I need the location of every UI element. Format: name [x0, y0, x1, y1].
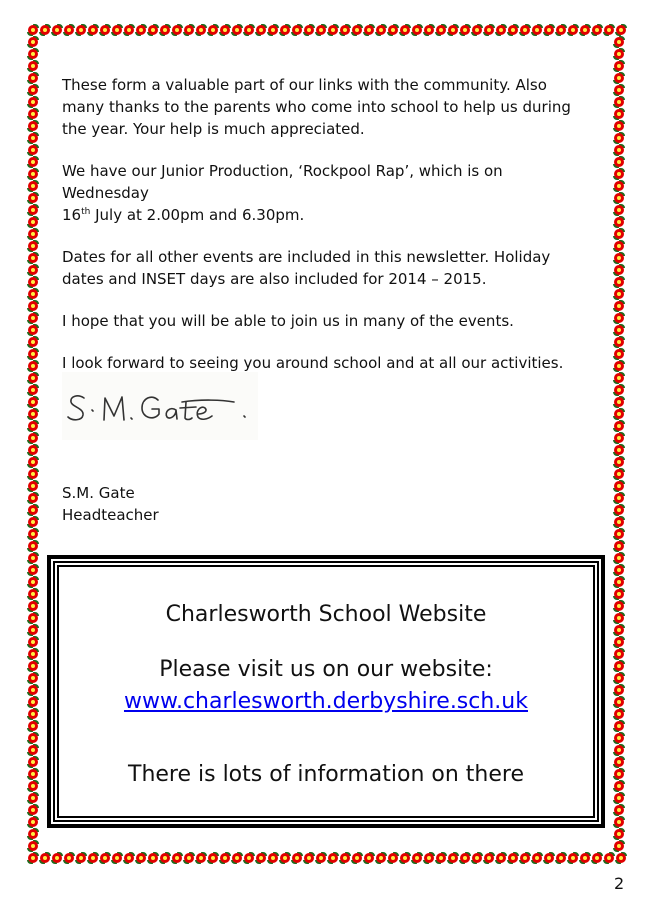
- flower-icon: [613, 252, 625, 264]
- flower-icon: [27, 192, 39, 204]
- flower-icon: [27, 528, 39, 540]
- flower-icon: [27, 636, 39, 648]
- flower-icon: [27, 792, 39, 804]
- flower-icon: [63, 852, 75, 864]
- flower-icon: [111, 852, 123, 864]
- flower-icon: [423, 24, 435, 36]
- flower-icon: [27, 552, 39, 564]
- flower-icon: [399, 24, 411, 36]
- flower-icon: [613, 696, 625, 708]
- flower-icon: [613, 396, 625, 408]
- flower-icon: [613, 816, 625, 828]
- flower-border-bottom: [27, 852, 627, 864]
- flower-icon: [613, 504, 625, 516]
- production-day-suffix: th: [81, 207, 91, 217]
- flower-icon: [459, 24, 471, 36]
- flower-icon: [613, 36, 625, 48]
- flower-icon: [363, 852, 375, 864]
- production-intro: We have our Junior Production, ‘Rockpool Rap’, which is on Wednesday: [62, 162, 503, 202]
- flower-icon: [255, 852, 267, 864]
- flower-icon: [159, 852, 171, 864]
- flower-icon: [613, 432, 625, 444]
- flower-icon: [207, 852, 219, 864]
- flower-icon: [267, 852, 279, 864]
- flower-icon: [507, 24, 519, 36]
- flower-icon: [613, 744, 625, 756]
- flower-icon: [613, 372, 625, 384]
- flower-icon: [411, 852, 423, 864]
- flower-icon: [351, 852, 363, 864]
- flower-icon: [423, 852, 435, 864]
- flower-icon: [27, 756, 39, 768]
- flower-border-left: [27, 36, 39, 852]
- flower-icon: [613, 612, 625, 624]
- flower-icon: [447, 852, 459, 864]
- flower-icon: [507, 852, 519, 864]
- flower-icon: [279, 24, 291, 36]
- flower-icon: [183, 852, 195, 864]
- flower-icon: [159, 24, 171, 36]
- flower-icon: [613, 636, 625, 648]
- flower-icon: [87, 24, 99, 36]
- flower-icon: [195, 852, 207, 864]
- flower-icon: [555, 24, 567, 36]
- flower-icon: [375, 852, 387, 864]
- flower-icon: [27, 144, 39, 156]
- flower-icon: [531, 852, 543, 864]
- flower-icon: [531, 24, 543, 36]
- flower-icon: [27, 24, 39, 36]
- flower-icon: [27, 84, 39, 96]
- flower-icon: [351, 24, 363, 36]
- flower-icon: [363, 24, 375, 36]
- flower-icon: [613, 384, 625, 396]
- website-box: [47, 555, 605, 828]
- flower-icon: [613, 684, 625, 696]
- flower-icon: [51, 852, 63, 864]
- flower-icon: [613, 768, 625, 780]
- flower-icon: [27, 324, 39, 336]
- flower-icon: [27, 492, 39, 504]
- flower-icon: [387, 852, 399, 864]
- flower-icon: [303, 24, 315, 36]
- flower-icon: [303, 852, 315, 864]
- flower-icon: [219, 852, 231, 864]
- flower-icon: [135, 24, 147, 36]
- flower-icon: [27, 624, 39, 636]
- flower-icon: [27, 780, 39, 792]
- flower-icon: [27, 168, 39, 180]
- flower-icon: [613, 540, 625, 552]
- flower-icon: [613, 588, 625, 600]
- signoff: [62, 482, 159, 526]
- flower-icon: [613, 708, 625, 720]
- production-day: 16: [62, 206, 82, 224]
- flower-icon: [613, 480, 625, 492]
- flower-icon: [459, 852, 471, 864]
- flower-icon: [27, 36, 39, 48]
- flower-icon: [613, 240, 625, 252]
- flower-icon: [27, 96, 39, 108]
- flower-icon: [27, 588, 39, 600]
- flower-icon: [27, 840, 39, 852]
- website-link-row: [51, 688, 601, 716]
- flower-icon: [27, 240, 39, 252]
- website-box-footer: There is lots of information on there: [128, 762, 524, 787]
- flower-icon: [171, 24, 183, 36]
- flower-icon: [147, 852, 159, 864]
- flower-icon: [483, 852, 495, 864]
- flower-icon: [613, 756, 625, 768]
- flower-icon: [27, 336, 39, 348]
- paragraph-dates: Dates for all other events are included in this newsletter. Holiday dates and INSET days are also included for 2014 – 2015.: [62, 248, 551, 288]
- flower-icon: [75, 24, 87, 36]
- flower-icon: [579, 852, 591, 864]
- flower-icon: [543, 852, 555, 864]
- flower-icon: [543, 24, 555, 36]
- flower-icon: [579, 24, 591, 36]
- flower-icon: [591, 852, 603, 864]
- flower-icon: [315, 24, 327, 36]
- flower-icon: [471, 852, 483, 864]
- flower-icon: [613, 228, 625, 240]
- flower-icon: [613, 144, 625, 156]
- flower-icon: [387, 24, 399, 36]
- flower-icon: [435, 24, 447, 36]
- flower-icon: [99, 852, 111, 864]
- flower-icon: [613, 840, 625, 852]
- flower-icon: [291, 24, 303, 36]
- flower-icon: [291, 852, 303, 864]
- flower-icon: [375, 24, 387, 36]
- flower-icon: [613, 264, 625, 276]
- flower-icon: [27, 444, 39, 456]
- flower-icon: [27, 108, 39, 120]
- flower-icon: [435, 852, 447, 864]
- flower-icon: [27, 540, 39, 552]
- flower-icon: [495, 24, 507, 36]
- flower-icon: [27, 828, 39, 840]
- flower-icon: [613, 300, 625, 312]
- flower-icon: [613, 120, 625, 132]
- paragraph-look-forward: I look forward to seeing you around school and at all our activities.: [62, 354, 564, 372]
- flower-icon: [613, 456, 625, 468]
- signoff-title: Headteacher: [62, 506, 159, 524]
- flower-icon: [219, 24, 231, 36]
- flower-icon: [613, 468, 625, 480]
- flower-icon: [27, 420, 39, 432]
- paragraph-community-thanks: These form a valuable part of our links with the community. Also many thanks to the parents who come into school to help us during the year. Your help is much appreciated.: [62, 76, 571, 138]
- flower-border-top: [27, 24, 627, 36]
- flower-icon: [613, 732, 625, 744]
- flower-icon: [613, 720, 625, 732]
- flower-icon: [231, 852, 243, 864]
- flower-icon: [27, 408, 39, 420]
- flower-icon: [243, 24, 255, 36]
- flower-icon: [613, 792, 625, 804]
- flower-icon: [471, 24, 483, 36]
- flower-icon: [615, 24, 627, 36]
- flower-icon: [613, 168, 625, 180]
- flower-icon: [267, 24, 279, 36]
- flower-icon: [613, 624, 625, 636]
- flower-icon: [27, 360, 39, 372]
- flower-icon: [27, 804, 39, 816]
- flower-icon: [75, 852, 87, 864]
- flower-icon: [591, 24, 603, 36]
- flower-icon: [613, 84, 625, 96]
- flower-icon: [613, 528, 625, 540]
- flower-icon: [613, 48, 625, 60]
- flower-icon: [27, 48, 39, 60]
- flower-icon: [183, 24, 195, 36]
- flower-icon: [483, 24, 495, 36]
- flower-icon: [495, 852, 507, 864]
- flower-icon: [613, 516, 625, 528]
- website-box-invite: Please visit us on our website:: [159, 657, 493, 682]
- flower-icon: [399, 852, 411, 864]
- flower-icon: [613, 336, 625, 348]
- flower-icon: [613, 204, 625, 216]
- flower-icon: [27, 480, 39, 492]
- flower-border-right: [613, 36, 625, 852]
- flower-icon: [613, 408, 625, 420]
- flower-icon: [27, 744, 39, 756]
- flower-icon: [613, 180, 625, 192]
- flower-icon: [27, 468, 39, 480]
- flower-icon: [27, 576, 39, 588]
- flower-icon: [27, 648, 39, 660]
- flower-icon: [613, 444, 625, 456]
- flower-icon: [613, 108, 625, 120]
- flower-icon: [243, 852, 255, 864]
- flower-icon: [27, 696, 39, 708]
- flower-icon: [615, 852, 627, 864]
- flower-icon: [27, 600, 39, 612]
- flower-icon: [613, 780, 625, 792]
- flower-icon: [255, 24, 267, 36]
- flower-icon: [135, 852, 147, 864]
- flower-icon: [27, 816, 39, 828]
- flower-icon: [613, 156, 625, 168]
- flower-icon: [63, 24, 75, 36]
- flower-icon: [603, 852, 615, 864]
- flower-icon: [613, 492, 625, 504]
- flower-icon: [207, 24, 219, 36]
- flower-icon: [613, 312, 625, 324]
- flower-icon: [411, 24, 423, 36]
- flower-icon: [567, 852, 579, 864]
- flower-icon: [123, 852, 135, 864]
- flower-icon: [613, 576, 625, 588]
- flower-icon: [27, 720, 39, 732]
- signature-image: [62, 372, 258, 440]
- flower-icon: [27, 264, 39, 276]
- flower-icon: [27, 204, 39, 216]
- flower-icon: [123, 24, 135, 36]
- flower-icon: [613, 600, 625, 612]
- flower-icon: [613, 72, 625, 84]
- flower-icon: [613, 648, 625, 660]
- flower-icon: [613, 132, 625, 144]
- flower-icon: [613, 288, 625, 300]
- flower-icon: [613, 60, 625, 72]
- flower-icon: [613, 660, 625, 672]
- flower-icon: [231, 24, 243, 36]
- flower-icon: [27, 120, 39, 132]
- flower-icon: [567, 24, 579, 36]
- signoff-name: S.M. Gate: [62, 484, 135, 502]
- flower-icon: [147, 24, 159, 36]
- page-number: 2: [614, 874, 625, 893]
- flower-icon: [613, 324, 625, 336]
- flower-icon: [327, 24, 339, 36]
- flower-icon: [519, 852, 531, 864]
- flower-icon: [27, 216, 39, 228]
- website-link[interactable]: www.charlesworth.derbyshire.sch.uk: [123, 689, 528, 714]
- flower-icon: [39, 852, 51, 864]
- flower-icon: [27, 72, 39, 84]
- flower-icon: [613, 804, 625, 816]
- flower-icon: [27, 456, 39, 468]
- flower-icon: [171, 852, 183, 864]
- flower-icon: [27, 180, 39, 192]
- flower-icon: [27, 312, 39, 324]
- flower-icon: [613, 276, 625, 288]
- website-box-title: Charlesworth School Website: [165, 602, 487, 627]
- flower-icon: [613, 420, 625, 432]
- paragraph-junior-production: [62, 160, 592, 226]
- flower-icon: [555, 852, 567, 864]
- flower-icon: [315, 852, 327, 864]
- flower-icon: [27, 252, 39, 264]
- flower-icon: [27, 612, 39, 624]
- letter-body: [62, 74, 592, 394]
- flower-icon: [27, 228, 39, 240]
- flower-icon: [519, 24, 531, 36]
- flower-icon: [27, 564, 39, 576]
- flower-icon: [339, 24, 351, 36]
- flower-icon: [27, 732, 39, 744]
- flower-icon: [613, 360, 625, 372]
- flower-icon: [27, 300, 39, 312]
- flower-icon: [613, 564, 625, 576]
- flower-icon: [27, 852, 39, 864]
- flower-icon: [27, 660, 39, 672]
- paragraph-join-events: I hope that you will be able to join us in many of the events.: [62, 312, 514, 330]
- flower-icon: [39, 24, 51, 36]
- flower-icon: [87, 852, 99, 864]
- flower-icon: [27, 684, 39, 696]
- flower-icon: [613, 672, 625, 684]
- flower-icon: [27, 504, 39, 516]
- flower-icon: [613, 552, 625, 564]
- flower-icon: [613, 216, 625, 228]
- flower-icon: [279, 852, 291, 864]
- flower-icon: [111, 24, 123, 36]
- flower-icon: [27, 396, 39, 408]
- flower-icon: [27, 156, 39, 168]
- flower-icon: [613, 192, 625, 204]
- flower-icon: [27, 276, 39, 288]
- production-date-rest: July at 2.00pm and 6.30pm.: [90, 206, 305, 224]
- flower-icon: [27, 672, 39, 684]
- flower-icon: [27, 768, 39, 780]
- flower-icon: [327, 852, 339, 864]
- flower-icon: [27, 348, 39, 360]
- flower-icon: [51, 24, 63, 36]
- flower-icon: [27, 708, 39, 720]
- flower-icon: [613, 96, 625, 108]
- flower-icon: [613, 828, 625, 840]
- flower-icon: [99, 24, 111, 36]
- flower-icon: [195, 24, 207, 36]
- flower-icon: [27, 516, 39, 528]
- flower-icon: [27, 432, 39, 444]
- flower-icon: [27, 288, 39, 300]
- flower-icon: [27, 372, 39, 384]
- flower-icon: [447, 24, 459, 36]
- flower-icon: [27, 60, 39, 72]
- flower-icon: [603, 24, 615, 36]
- signature-scribble-icon: [62, 372, 258, 440]
- flower-icon: [27, 132, 39, 144]
- flower-icon: [27, 384, 39, 396]
- flower-icon: [613, 348, 625, 360]
- flower-icon: [339, 852, 351, 864]
